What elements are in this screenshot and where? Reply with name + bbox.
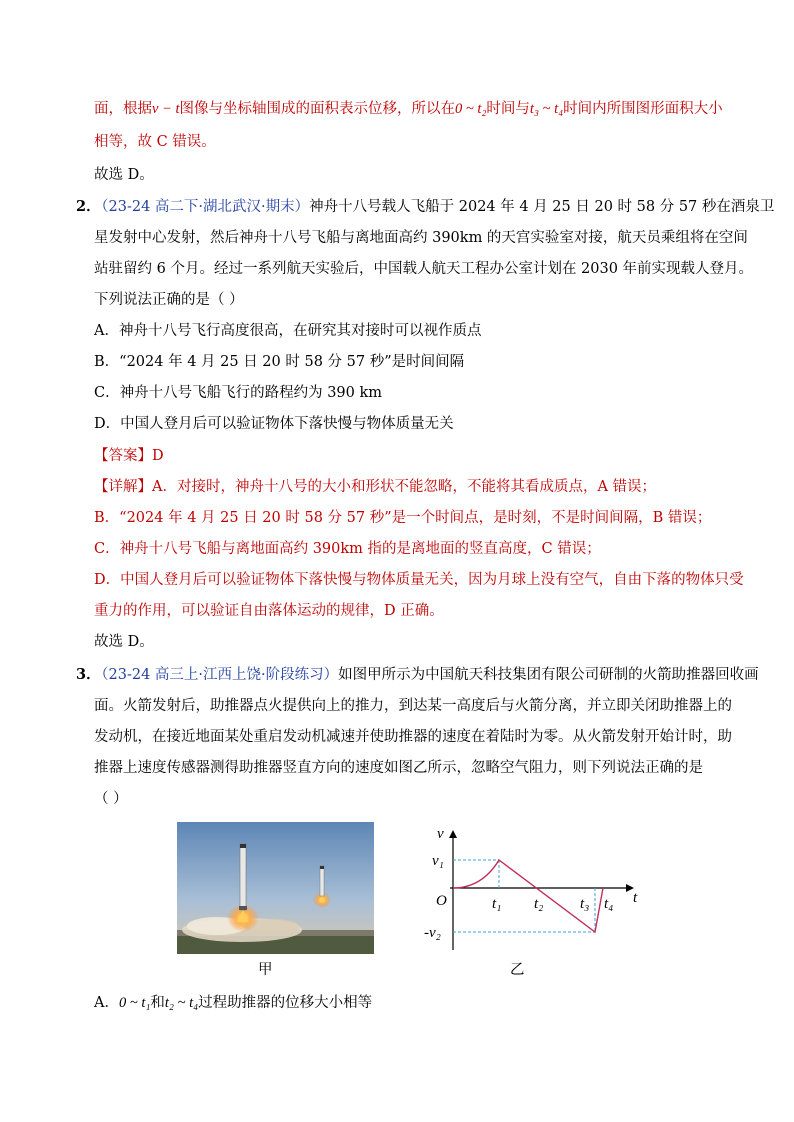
question-3-source: （23-24 高三上·江西上饶·阶段练习）	[94, 667, 339, 683]
question-2-stem-line-3: 站驻留约 6 个月。经过一系列航天实验后，中国载人航天工程办公室计划在 2030 年前实现载人登月。	[94, 261, 754, 277]
prev-explain-line-2: 相等，故 C 错误。	[94, 134, 216, 150]
vt-graph-t4-label: t₄	[604, 896, 614, 912]
range-t3-t4: t₃ ~ t₄	[529, 101, 564, 117]
question-3-stem-line-4: 推器上速度传感器测得助推器竖直方向的速度如图乙所示，忽略空气阻力，则下列说法正确的是	[94, 760, 703, 776]
question-2-option-a: A．神舟十八号飞行高度很高，在研究其对接时可以视作质点	[94, 323, 482, 339]
prev-conclusion: 故选 D。	[94, 167, 154, 183]
vt-graph-v-label: v	[437, 826, 444, 842]
vt-graph-v-axis-arrow	[449, 830, 457, 838]
question-2-number: 2．	[76, 198, 101, 215]
vt-graph-v1-label: v₁	[432, 853, 444, 869]
question-3-option-a: A．0 ~ t₁和t₂ ~ t₄过程助推器的位移大小相等	[94, 995, 373, 1011]
range-t2-t4: t₂ ~ t₄	[164, 995, 199, 1011]
question-2-stem-line-1: （23-24 高二下·湖北武汉·期末）神舟十八号载人飞船于 2024 年 4 月 25 日 20 时 58 分 57 秒在酒泉卫	[94, 199, 775, 215]
vt-graph-t2-label: t₂	[534, 896, 544, 912]
vt-graph-t3-label: t₃	[580, 896, 590, 912]
vt-graph-t-label: t	[633, 890, 638, 906]
question-3-number: 3．	[76, 666, 101, 683]
question-2-explain-line-3: C．神舟十八号飞船与离地面高约 390km 指的是离地面的竖直高度，C 错误；	[94, 541, 601, 557]
vt-graph-label: v − t	[152, 101, 180, 117]
vt-graph-svg	[420, 822, 645, 957]
rocket-booster-photo	[177, 822, 374, 954]
vt-graph-t1-label: t₁	[492, 896, 502, 912]
question-2-stem-line-4: 下列说法正确的是（ ）	[94, 292, 244, 308]
question-3-stem-line-5: （ ）	[94, 791, 128, 807]
rocket-booster-illustration	[177, 822, 374, 954]
figure-left-caption: 甲	[258, 962, 273, 978]
question-2-explain-line-2: B．“2024 年 4 月 25 日 20 时 58 分 57 秒”是一个时间点，是时刻，不是时间间隔，B 错误；	[94, 510, 712, 526]
question-2-explain-line-5: 重力的作用，可以验证自由落体运动的规律，D 正确。	[94, 603, 444, 619]
vt-graph-origin-label: O	[436, 893, 447, 909]
question-2-option-b: B．“2024 年 4 月 25 日 20 时 58 分 57 秒”是时间间隔	[94, 354, 465, 370]
question-2-source: （23-24 高二下·湖北武汉·期末）	[94, 199, 310, 215]
question-3-stem-line-2: 面。火箭发射后，助推器点火提供向上的推力，到达某一高度后与火箭分离，并立即关闭助推器上的	[94, 698, 732, 714]
prev-explain-line-1: 面，根据v − t图像与坐标轴围成的面积表示位移，所以在0 ~ t₂时间与t₃ ~ t₄时间内所围图形面积大小	[94, 101, 723, 117]
question-2-explain-line-1: 【详解】A．对接时，神舟十八号的大小和形状不能忽略，不能将其看成质点，A 错误；	[94, 479, 657, 495]
question-2-conclusion: 故选 D。	[94, 634, 154, 650]
range-0-t1: 0 ~ t₁	[118, 995, 151, 1011]
question-2-answer: 【答案】D	[94, 448, 164, 464]
question-2-explain-line-4: D．中国人登月后可以验证物体下落快慢与物体质量无关，因为月球上没有空气，自由下落的物体只受	[94, 572, 744, 588]
vt-graph	[420, 822, 645, 957]
question-2-option-d: D．中国人登月后可以验证物体下落快慢与物体质量无关	[94, 416, 454, 432]
figure-right-caption: 乙	[510, 962, 525, 978]
question-3-stem-line-3: 发动机，在接近地面某处重启发动机减速并使助推器的速度在着陆时为零。从火箭发射开始计时，助	[94, 729, 732, 745]
question-2-option-c: C．神舟十八号飞船飞行的路程约为 390 km	[94, 385, 383, 401]
vt-graph-neg-v2-label: -v₂	[424, 925, 441, 941]
question-2-stem-line-2: 星发射中心发射，然后神舟十八号飞船与离地面高约 390km 的天宫实验室对接，航天员乘组将在空间	[94, 230, 748, 246]
range-0-t2: 0 ~ t₂	[455, 101, 487, 117]
question-3-stem-line-1: （23-24 高三上·江西上饶·阶段练习）如图甲所示为中国航天科技集团有限公司研制的火箭助推器回收画	[94, 667, 759, 683]
